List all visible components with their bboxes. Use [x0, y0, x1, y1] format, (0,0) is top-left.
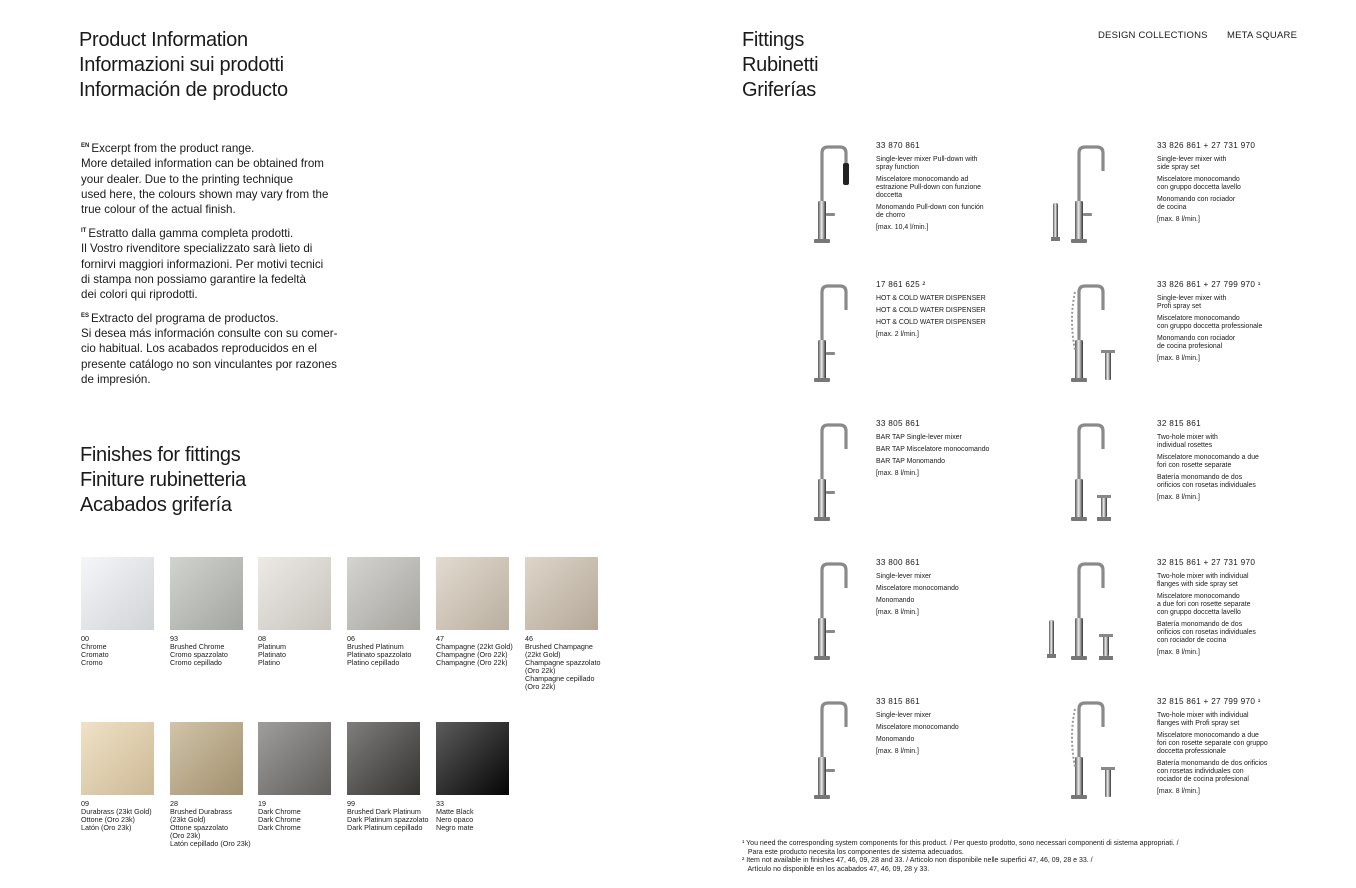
product-description: Miscelatore monocomando ad estrazione Pull-down con funzione doccetta	[876, 176, 981, 199]
intro-line: More detailed information can be obtained from	[81, 157, 324, 171]
finish-name-line: Champagne (Oro 22k)	[436, 650, 508, 659]
finish-name-line: Cromo spazzolato	[170, 650, 228, 659]
finish-name-line: Dark Chrome	[258, 815, 301, 824]
product-description: BAR TAP Single-lever mixer	[876, 434, 962, 441]
finish-name-line: Latón (Oro 23k)	[81, 823, 132, 832]
product-description: Batería monomando de dos orificios con rosetas individuales con rociador de cocina	[1157, 621, 1256, 644]
title-line: Griferías	[742, 79, 816, 101]
finish-name-line: Cromo	[81, 658, 103, 667]
product-flow-rate: [max. 8 l/min.]	[876, 609, 919, 616]
finish-name-line: Nero opaco	[436, 815, 474, 824]
product-flow-rate: [max. 10,4 l/min.]	[876, 224, 929, 231]
intro-line: dei colori qui riprodotti.	[81, 288, 198, 302]
intro-line: Estratto dalla gamma completa prodotti.	[88, 226, 294, 240]
faucet-image	[1045, 419, 1125, 529]
finish-code: 00	[81, 634, 89, 643]
product-description: Monomando Pull-down con función de chorro	[876, 204, 984, 219]
finish-swatch-08	[258, 557, 331, 630]
product-code: 33 805 861	[876, 419, 920, 428]
product-flow-rate: [max. 8 l/min.]	[876, 748, 919, 755]
product-description: Single-lever mixer	[876, 573, 932, 580]
finish-label	[170, 800, 254, 848]
finish-name-line: Latón cepillado (Oro 23k)	[170, 839, 251, 848]
finish-name-line: Brushed Durabrass	[170, 807, 232, 816]
intro-line: presente catálogo no son vinculantes por razones	[81, 357, 337, 371]
finish-swatch-28	[170, 722, 243, 795]
intro-line: fornirvi maggiori informazioni. Per motivi tecnici	[81, 257, 324, 271]
product-flow-rate: [max. 8 l/min.]	[1157, 494, 1200, 501]
finish-label	[525, 635, 609, 691]
finish-name-line: Dark Chrome	[258, 807, 301, 816]
finish-name-line: Platinato	[258, 650, 286, 659]
finish-swatch-33	[436, 722, 509, 795]
lang-tag: IT	[81, 227, 87, 234]
title-line: Acabados grifería	[80, 494, 232, 516]
product-code: 17 861 625 ²	[876, 280, 926, 289]
footnotes	[742, 840, 1342, 874]
product-description: BAR TAP Monomando	[876, 458, 945, 465]
faucet-image	[1045, 280, 1125, 390]
intro-line: true colour of the actual finish.	[81, 203, 236, 217]
lang-tag: ES	[81, 312, 90, 319]
faucet-image	[788, 419, 868, 529]
footnote-line: ² Item not available in finishes 47, 46, 09, 28 and 33. / Articolo non disponibile nelle superfici 47, 46, 09, 28 e 33. /	[742, 857, 1093, 865]
title-line: Informazioni sui prodotti	[79, 54, 284, 76]
footnote-line: Para este producto necesita los componentes de sistema adecuados.	[742, 848, 964, 856]
product-flow-rate: [max. 8 l/min.]	[1157, 788, 1200, 795]
finish-label	[347, 800, 431, 832]
finish-swatch-46	[525, 557, 598, 630]
product-description: Miscelatore monocomando	[876, 585, 959, 592]
finish-name-line: Brushed Chrome	[170, 642, 225, 651]
intro-line: Excerpt from the product range.	[91, 141, 255, 155]
finish-label	[436, 635, 520, 667]
product-description: Single-lever mixer Pull-down with spray function	[876, 156, 978, 171]
product-description: HOT & COLD WATER DISPENSER	[876, 307, 986, 314]
product-description: Miscelatore monocomando a due fori con rosette separate con gruppo doccetta lavello	[1157, 593, 1251, 616]
product-description: Monomando con rociador de cocina profesional	[1157, 335, 1236, 350]
title-line: Product Information	[79, 29, 248, 51]
product-description: HOT & COLD WATER DISPENSER	[876, 295, 986, 302]
finish-name-line: Platinum	[258, 642, 286, 651]
finish-name-line: Brushed Champagne	[525, 642, 593, 651]
finish-name-line: Ottone spazzolato	[170, 823, 228, 832]
product-flow-rate: [max. 8 l/min.]	[1157, 216, 1200, 223]
product-description: Two-hole mixer with individual flanges with Profi spray set	[1157, 712, 1249, 727]
product-code: 32 815 861 + 27 799 970 ¹	[1157, 697, 1261, 706]
finish-code: 46	[525, 634, 533, 643]
product-description: Single-lever mixer	[876, 712, 932, 719]
finish-name-line: Champagne (Oro 22k)	[436, 658, 508, 667]
finish-swatch-19	[258, 722, 331, 795]
product-entry	[876, 419, 1016, 482]
fittings-title	[742, 28, 818, 103]
finish-name-line: (Oro 23k)	[170, 831, 201, 840]
finish-code: 06	[347, 634, 355, 643]
finish-name-line: Brushed Dark Platinum	[347, 807, 421, 816]
finish-name-line: Champagne (22kt Gold)	[436, 642, 513, 651]
product-flow-rate: [max. 8 l/min.]	[1157, 649, 1200, 656]
faucet-image	[788, 141, 868, 251]
footnote-line: ¹ You need the corresponding system components for this product. / Per questo prodotto, sono necessari componenti di sistema appropriati. /	[742, 840, 1179, 847]
lang-tag: EN	[81, 143, 90, 149]
finish-label	[81, 635, 165, 667]
finish-name-line: Platinato spazzolato	[347, 650, 412, 659]
finish-swatch-06	[347, 557, 420, 630]
product-flow-rate: [max. 8 l/min.]	[1157, 355, 1200, 362]
finish-label	[436, 800, 520, 832]
finish-label	[347, 635, 431, 667]
intro-text	[81, 139, 371, 394]
faucet-image	[788, 280, 868, 390]
finish-name-line: Cromo cepillado	[170, 658, 222, 667]
finish-code: 08	[258, 634, 266, 643]
product-code: 32 815 861	[1157, 419, 1201, 428]
finish-name-line: Chrome	[81, 642, 107, 651]
finish-name-line: Platino cepillado	[347, 658, 400, 667]
product-code: 33 870 861	[876, 141, 920, 150]
footnote-line: Artículo no disponible en los acabados 47, 46, 09, 28 y 33.	[742, 865, 930, 873]
intro-it	[81, 224, 371, 303]
title-line: Fittings	[742, 29, 805, 51]
faucet-image	[788, 558, 868, 668]
faucet-image	[1045, 141, 1125, 251]
finish-code: 47	[436, 634, 444, 643]
finish-name-line: Ottone (Oro 23k)	[81, 815, 135, 824]
title-line: Finishes for fittings	[80, 444, 241, 466]
intro-line: used here, the colours shown may vary from the	[81, 188, 329, 202]
title-line: Finiture rubinetteria	[80, 469, 247, 491]
title-line: Información de producto	[79, 79, 288, 101]
nav-design-collections[interactable]: DESIGN COLLECTIONS	[1098, 30, 1208, 41]
finish-name-line: Dark Chrome	[258, 823, 301, 832]
finish-name-line: Negro mate	[436, 823, 474, 832]
product-description: Miscelatore monocomando con gruppo doccetta professionale	[1157, 315, 1263, 330]
faucet-image	[1045, 558, 1125, 668]
title-line: Rubinetti	[742, 54, 819, 76]
finishes-title	[80, 443, 246, 518]
intro-line: cio habitual. Los acabados reproducidos en el	[81, 342, 317, 356]
finish-code: 19	[258, 799, 266, 808]
intro-line: de impresión.	[81, 373, 151, 387]
product-description: Monomando con rociador de cocina	[1157, 196, 1236, 211]
product-information-title	[79, 28, 288, 103]
product-code: 33 800 861	[876, 558, 920, 567]
product-description: Single-lever mixer with Profi spray set	[1157, 295, 1227, 310]
product-code: 33 815 861	[876, 697, 920, 706]
product-flow-rate: [max. 2 l/min.]	[876, 331, 919, 338]
product-description: Miscelatore monocomando a due fori con rosette separate con gruppo doccetta professionale	[1157, 732, 1268, 755]
product-entry	[876, 558, 1016, 621]
product-description: Two-hole mixer with individual flanges with side spray set	[1157, 573, 1249, 588]
finish-swatch-47	[436, 557, 509, 630]
finish-name-line: Dark Platinum spazzolato	[347, 815, 429, 824]
finish-swatch-99	[347, 722, 420, 795]
finish-name-line: Matte Black	[436, 807, 474, 816]
product-entry	[876, 280, 1016, 343]
finish-name-line: (23kt Gold)	[170, 815, 206, 824]
finish-label	[258, 800, 342, 832]
finish-label	[170, 635, 254, 667]
finish-name-line: Platino	[258, 658, 280, 667]
finish-name-line: (Oro 22k)	[525, 682, 556, 691]
finish-swatch-00	[81, 557, 154, 630]
product-entry	[876, 141, 1016, 236]
finish-code: 33	[436, 799, 444, 808]
finish-label	[258, 635, 342, 667]
intro-line: Extracto del programa de productos.	[91, 311, 279, 325]
intro-line: your dealer. Due to the printing technique	[81, 172, 294, 186]
product-description: Two-hole mixer with individual rosettes	[1157, 434, 1218, 449]
finish-code: 93	[170, 634, 178, 643]
product-description: Monomando	[876, 597, 915, 604]
finish-name-line: (Oro 22k)	[525, 666, 556, 675]
finish-code: 28	[170, 799, 178, 808]
product-entry	[1157, 697, 1297, 800]
product-description: Miscelatore monocomando con gruppo doccetta lavello	[1157, 176, 1241, 191]
finish-name-line: Dark Platinum cepillado	[347, 823, 423, 832]
product-code: 33 826 861 + 27 731 970	[1157, 141, 1256, 150]
product-code: 32 815 861 + 27 731 970	[1157, 558, 1256, 567]
product-description: Miscelatore monocomando	[876, 724, 959, 731]
product-entry	[1157, 419, 1297, 506]
product-description: Batería monomando de dos orificios con rosetas individuales	[1157, 474, 1256, 489]
intro-line: di stampa non possiamo garantire la fedeltà	[81, 272, 306, 286]
finish-code: 99	[347, 799, 355, 808]
finish-swatch-93	[170, 557, 243, 630]
faucet-image	[788, 697, 868, 807]
product-description: Monomando	[876, 736, 915, 743]
finish-name-line: Cromato	[81, 650, 109, 659]
finish-name-line: Champagne spazzolato	[525, 658, 601, 667]
finish-name-line: (22kt Gold)	[525, 650, 561, 659]
intro-line: Si desea más información consulte con su comer-	[81, 327, 338, 341]
finish-label	[81, 800, 165, 832]
product-description: BAR TAP Miscelatore monocomando	[876, 446, 990, 453]
product-flow-rate: [max. 8 l/min.]	[876, 470, 919, 477]
product-description: HOT & COLD WATER DISPENSER	[876, 319, 986, 326]
intro-en	[81, 139, 371, 218]
product-entry	[876, 697, 1016, 760]
finish-name-line: Durabrass (23kt Gold)	[81, 807, 152, 816]
finish-name-line: Brushed Platinum	[347, 642, 404, 651]
product-code: 33 826 861 + 27 799 970 ¹	[1157, 280, 1261, 289]
finish-name-line: Champagne cepillado	[525, 674, 595, 683]
intro-line: Il Vostro rivenditore specializzato sarà lieto di	[81, 242, 313, 256]
product-entry	[1157, 280, 1297, 367]
product-description: Miscelatore monocomando a due fori con rosette separate	[1157, 454, 1259, 469]
product-description: Single-lever mixer with side spray set	[1157, 156, 1227, 171]
faucet-image	[1045, 697, 1125, 807]
product-entry	[1157, 558, 1297, 661]
finish-code: 09	[81, 799, 89, 808]
intro-es	[81, 309, 371, 388]
nav-meta-square[interactable]: META SQUARE	[1227, 30, 1298, 41]
product-description: Batería monomando de dos orificios con rosetas individuales con rociador de cocina profesional	[1157, 760, 1268, 783]
finish-swatch-09	[81, 722, 154, 795]
product-entry	[1157, 141, 1297, 228]
